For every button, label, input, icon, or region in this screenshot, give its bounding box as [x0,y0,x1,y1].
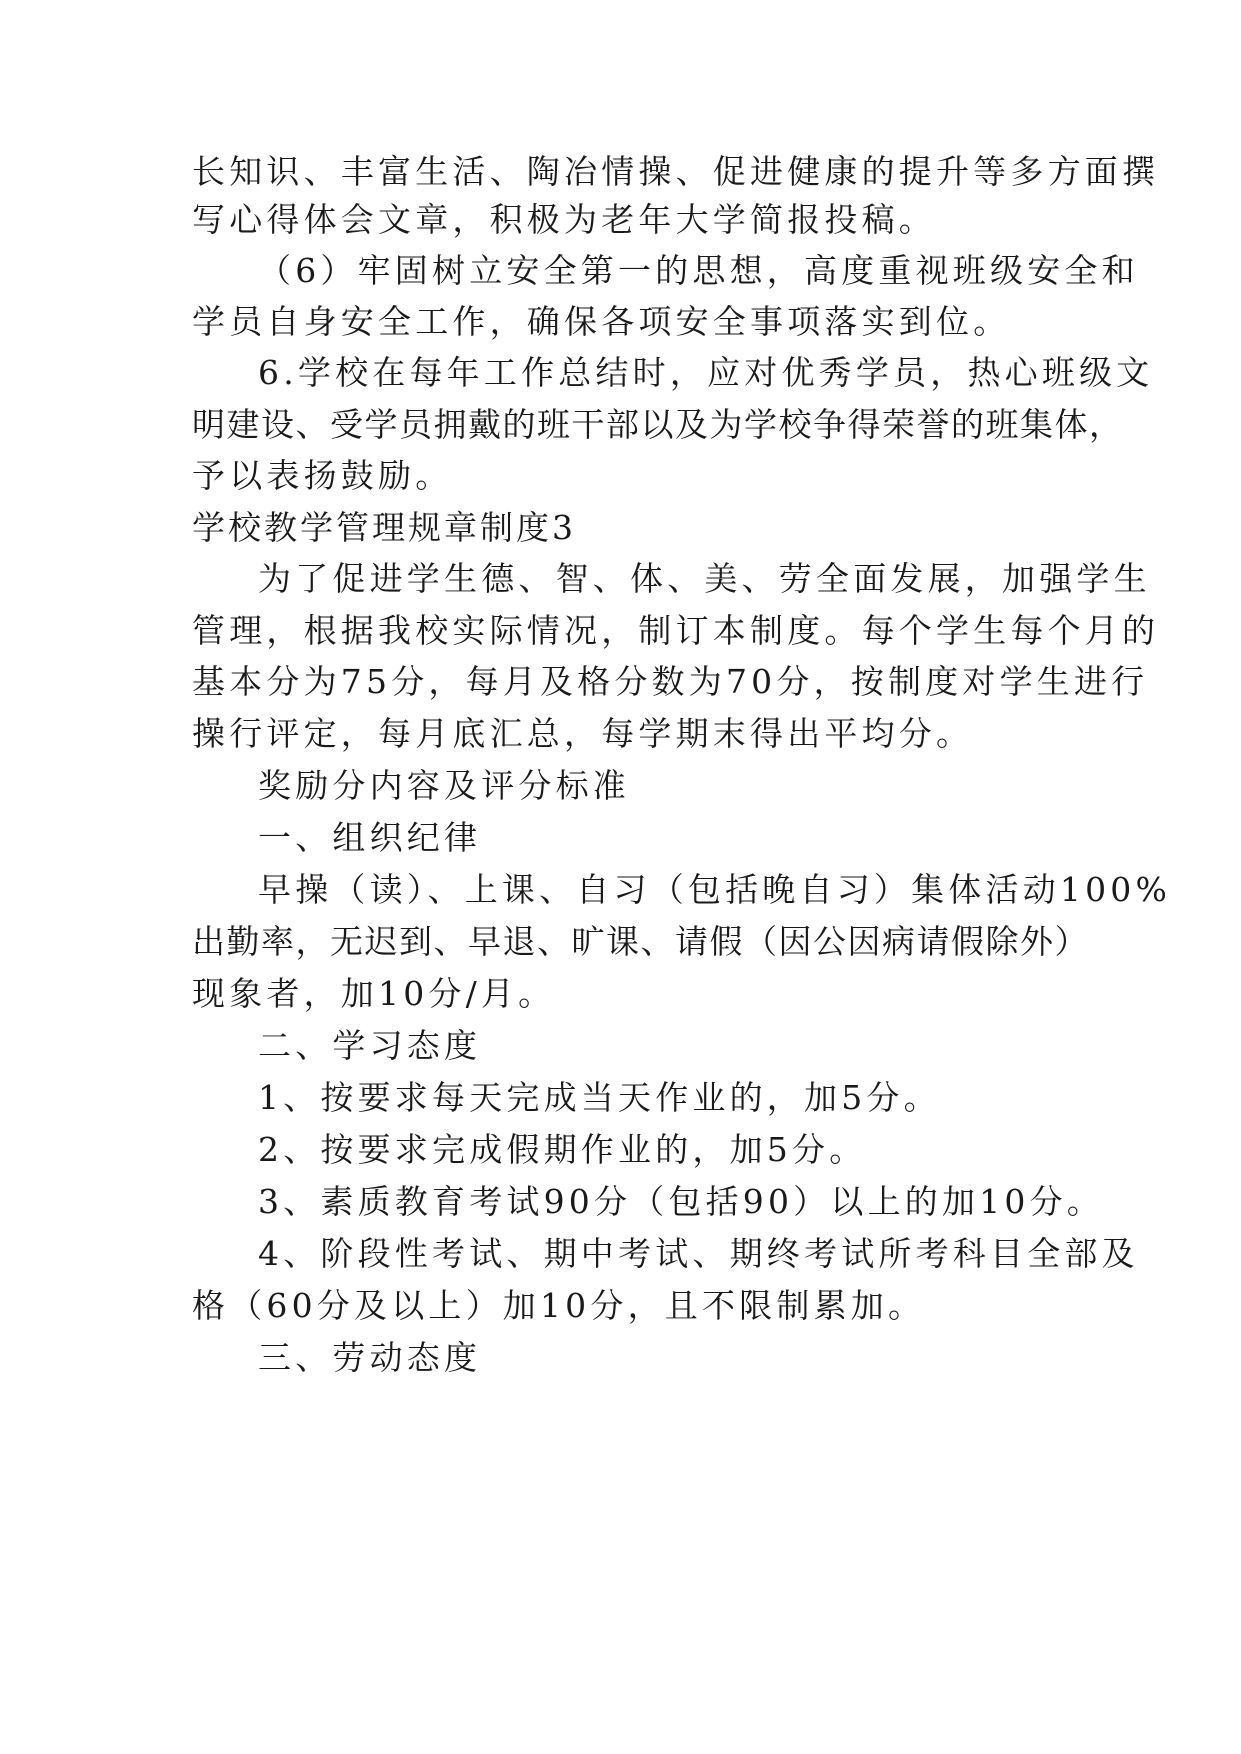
paragraph-line: 写心得体会文章，积极为老年大学简报投稿。 [192,200,936,239]
paragraph-line: 管理，根据我校实际情况，制订本制度。每个学生每个月的 [192,611,1160,650]
list-item: 格（60分及以上）加10分，且不限制累加。 [192,1286,926,1325]
paragraph-line: 出勤率，无迟到、早退、旷课、请假（因公因病请假除外） [192,922,1089,961]
list-item: 1、按要求每天完成当天作业的，加5分。 [258,1078,941,1117]
paragraph-line: 6.学校在每年工作总结时，应对优秀学员，热心班级文 [258,353,1154,392]
paragraph-line: 长知识、丰富生活、陶冶情操、促进健康的提升等多方面撰 [192,152,1160,191]
list-item: 2、按要求完成假期作业的，加5分。 [258,1130,867,1169]
paragraph-line: （6）牢固树立安全第一的思想，高度重视班级安全和 [258,251,1139,290]
list-item: 4、阶段性考试、期中考试、期终考试所考科目全部及 [258,1234,1139,1273]
paragraph-line: 学员自身安全工作，确保各项安全事项落实到位。 [192,302,1011,341]
subheading: 二、学习态度 [258,1026,482,1065]
paragraph-line: 基本分为75分，每月及格分数为70分，按制度对学生进行 [192,662,1149,701]
paragraph-line: 为了促进学生德、智、体、美、劳全面发展，加强学生 [258,559,1151,598]
subheading: 三、劳动态度 [258,1338,482,1377]
paragraph-line: 早操（读）、上课、自习（包括晚自习）集体活动100% [258,870,1172,909]
section-heading: 学校教学管理规章制度3 [192,508,576,547]
paragraph-line: 操行评定，每月底汇总，每学期末得出平均分。 [192,714,974,753]
subheading: 一、组织纪律 [258,818,482,857]
paragraph-line: 明建设、受学员拥戴的班干部以及为学校争得荣誉的班集体， [192,405,1124,444]
subheading: 奖励分内容及评分标准 [258,766,630,805]
paragraph-line: 现象者，加10分/月。 [192,974,556,1013]
list-item: 3、素质教育考试90分（包括90）以上的加10分。 [258,1182,1104,1221]
paragraph-line: 予以表扬鼓励。 [192,456,453,495]
